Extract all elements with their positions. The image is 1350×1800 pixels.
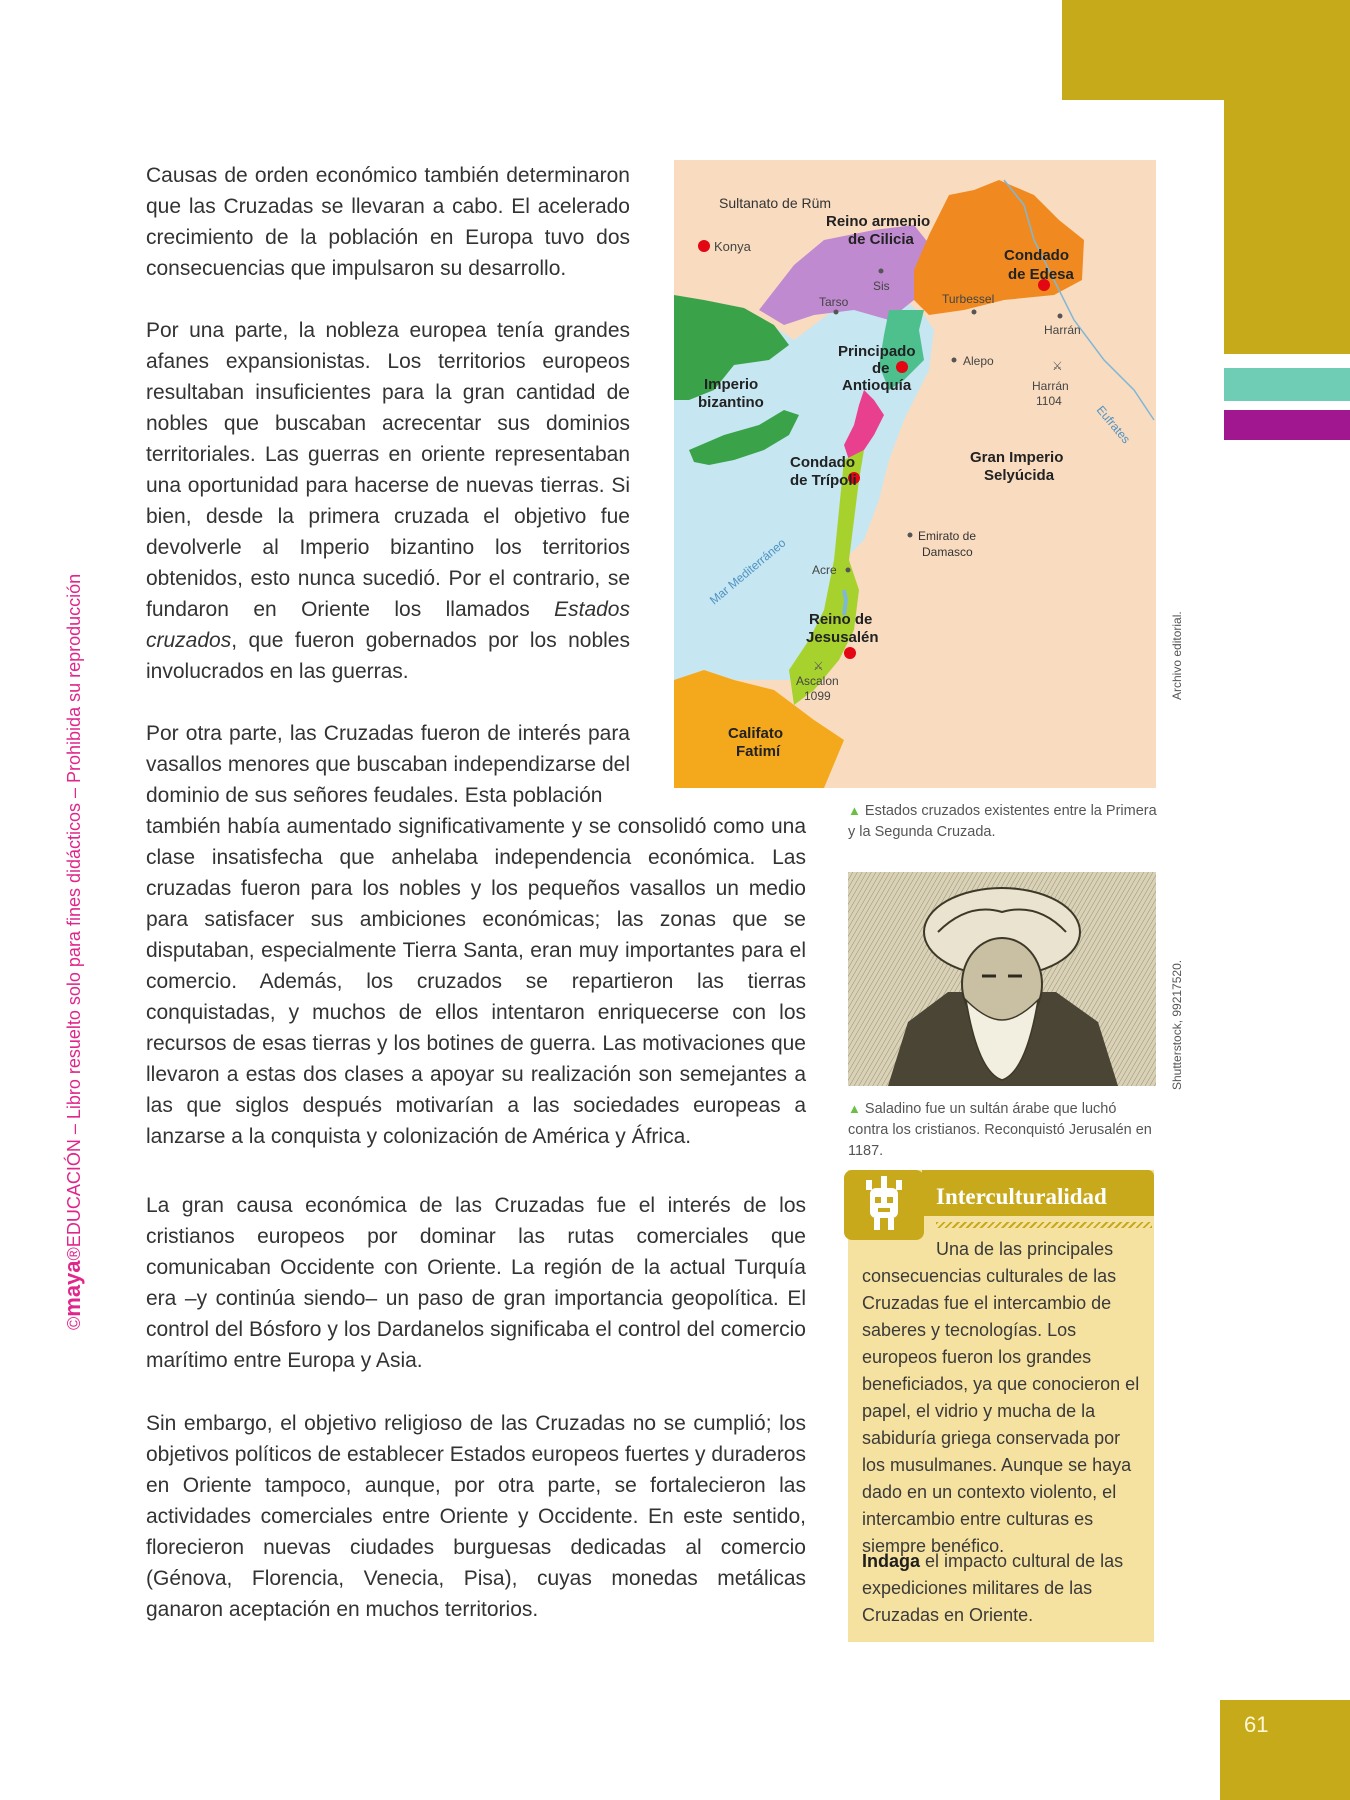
paragraph-nobility	[146, 315, 630, 687]
map-label-aleppo: Alepo	[963, 354, 994, 368]
map-caption	[848, 800, 1158, 843]
map-label-byzantine: bizantino	[698, 394, 764, 411]
map-label-rum: Sultanato de Rüm	[719, 195, 832, 211]
caption-triangle-icon: ▲	[848, 1101, 861, 1116]
photo-credit: Shutterstock, 99217520.	[1170, 959, 1184, 1090]
city-konya-marker	[698, 240, 710, 252]
map-label-jerusalem: Jesusalén	[806, 629, 879, 646]
paragraph-trade-routes: La gran causa económica de las Cruzadas fue el interés de los cristianos europeos por dominar las rutas comerciales que comunicaban Occidente con Oriente. La región de la actual Turquía era –y continúa siendo– un paso de gran importancia geopolítica. El control del Bósforo y los Dardanelos significaba el control del comercio marítimo entre Europa y Asia.	[146, 1194, 806, 1372]
copyright-text: EDUCACIÓN – Libro resuelto solo para fines didácticos – Prohibida su reproducción	[64, 573, 84, 1248]
map-label-turbessel: Turbessel	[942, 292, 995, 306]
map-label-byzantine: Imperio	[704, 376, 759, 393]
title-underline-hatch	[936, 1222, 1152, 1228]
map-label-fatimid: Fatimí	[736, 743, 781, 760]
city-tarso-dot	[834, 310, 839, 315]
map-credit: Archivo editorial.	[1170, 611, 1184, 700]
decorative-side-band	[1224, 0, 1350, 354]
map-label-edessa: de Edesa	[1008, 266, 1074, 283]
map-label-tarso: Tarso	[819, 295, 849, 309]
map-label-damascus: Damasco	[922, 545, 973, 559]
decorative-teal-strip	[1224, 368, 1350, 401]
map-label-harran-battle: Harrán	[1032, 379, 1069, 393]
paragraph-text: , que fueron gobernados por los nobles involucrados en las guerras.	[146, 629, 630, 683]
city-jerusalem-marker	[844, 647, 856, 659]
map-label-harran: Harrán	[1044, 323, 1081, 337]
crusader-states-map	[674, 160, 1156, 788]
interculturality-task	[862, 1548, 1148, 1629]
box-text-intro: Una de las principales	[936, 1239, 1114, 1259]
map-label-fatimid: Califato	[728, 725, 784, 742]
registered-mark: ®	[64, 1247, 84, 1261]
map-label-tripoli: de Trípoli	[790, 472, 857, 489]
task-keyword: Indaga	[862, 1551, 921, 1571]
paragraph-outcomes: Sin embargo, el objetivo religioso de las Cruzadas no se cumplió; los objetivos políticos de establecer Estados europeos fuertes y duraderos en Oriente tampoco, aunque, por otra parte, se fortalecieron las actividades comerciales entre Oriente y Occidente. En este sentido, florecieron nuevas ciudades burguesas dedicadas al comercio (Génova, Florencia, Venecia, Pisa), cuyas monedas metálicas ganaron aceptación en muchos territorios.	[146, 1412, 806, 1621]
map-label-damascus: Emirato de	[918, 529, 977, 543]
city-harran-dot	[1058, 314, 1063, 319]
map-label-tripoli: Condado	[790, 454, 855, 471]
battle-harran-icon: ⚔	[1052, 359, 1063, 373]
paragraph-text: Por una parte, la nobleza europea tenía grandes afanes expansionistas. Los territorios europeos resultaban insuficientes para la gran cantidad de nobles que buscaban acrecentar sus dominios territoriales. Las guerras en oriente representaban una oportunidad para hacerse de nuevas tierras. Si bien, desde la primera cruzada el objetivo fue devolverle al Imperio bizantino los territorios obtenidos, esto nunca sucedió. Por el contrario, se fundaron en Oriente los llamados	[146, 319, 630, 621]
map-label-harran-battle: 1104	[1036, 394, 1062, 408]
italic-term: Estados cruzados	[146, 598, 630, 652]
interculturality-text	[862, 1236, 1148, 1560]
map-label-konya: Konya	[714, 239, 751, 254]
map-label-sis: Sis	[873, 279, 890, 293]
box-text-body: consecuencias culturales de las Cruzadas fue el intercambio de saberes y tecnologías. Los europeos fueron los grandes beneficiados, ya que conocieron el papel, el vidrio y mucha de la sabiduría griega conservada por los musulmanes. Aunque se haya dado en un contexto violento, el intercambio entre culturas es siempre benéfico.	[862, 1266, 1140, 1556]
copyright-symbol: ©	[64, 1316, 84, 1330]
interculturality-title: Interculturalidad	[936, 1184, 1107, 1209]
map-label-seljuk: Selyúcida	[984, 467, 1055, 484]
page-number-tab	[1220, 1700, 1350, 1800]
city-aleppo-dot	[952, 358, 957, 363]
page-number: 61	[1244, 1712, 1269, 1737]
caption-triangle-icon: ▲	[848, 803, 861, 818]
paragraph-text: Por otra parte, las Cruzadas fueron de interés para vasallos menores que buscaban independizarse del dominio de sus señores feudales. Esta población	[146, 722, 630, 807]
decorative-magenta-strip	[1224, 410, 1350, 440]
map-label-antioch: Antioquía	[842, 377, 912, 394]
portrait-caption	[848, 1098, 1160, 1162]
map-label-jerusalem: Reino de	[809, 611, 873, 628]
map-label-armenia: Reino armenio	[826, 213, 931, 230]
copyright-notice	[60, 574, 86, 1330]
map-label-sea: Mar Mediterráneo	[706, 535, 789, 608]
saladin-portrait-image	[848, 872, 1156, 1086]
map-label-seljuk: Gran Imperio	[970, 449, 1064, 466]
map-caption-text: Estados cruzados existentes entre la Primera y la Segunda Cruzada.	[848, 803, 1157, 840]
mask-icon	[844, 1170, 924, 1240]
task-text: el impacto cultural de las expediciones militares de las Cruzadas en Oriente.	[862, 1551, 1124, 1625]
paragraph-economic-causes: Causas de orden económico también determinaron que las Cruzadas se llevaran a cabo. El acelerado crecimiento de la población en Europa tuvo dos consecuencias que impulsaron su desarrollo.	[146, 164, 630, 280]
city-antioch-marker	[896, 361, 908, 373]
map-label-ascalon: Ascalon	[796, 674, 839, 688]
portrait-caption-text: Saladino fue un sultán árabe que luchó contra los cristianos. Reconquistó Jerusalén en 1187.	[848, 1101, 1152, 1159]
map-label-acre: Acre	[812, 563, 837, 577]
city-acre-dot	[846, 568, 851, 573]
brand-name: maya	[60, 1260, 85, 1317]
city-sis-dot	[879, 269, 884, 274]
interculturality-icon-badge	[844, 1170, 924, 1240]
map-label-antioch: de	[872, 360, 890, 377]
map-label-armenia: de Cilicia	[848, 231, 914, 248]
map-label-antioch: Principado	[838, 343, 916, 360]
city-turbessel-dot	[972, 310, 977, 315]
city-damascus-dot	[908, 533, 913, 538]
paragraph-text: también había aumentado significativamente y se consolidó como una clase insatisfecha que anhelaba independencia económica. Las cruzadas fueron para los nobles y los pequeños vasallos un medio para satisfacer sus ambiciones económicas; las zonas que se disputaban, especialmente Tierra Santa, eran muy importantes para el comercio. Además, los cruzados se repartieron las tierras conquistadas, y muchos de ellos intentaron enriquecerse con los recursos de esas tierras y los botines de guerra. Las motivaciones que llevaron a estas dos clases a apoyar su realización son semejantes a las que siglos después motivarían a las sociedades europeas a lanzarse a la conquista y colonización de América y África.	[146, 815, 806, 1148]
map-label-euphrates: Eufrates	[1093, 402, 1134, 447]
map-label-ascalon: 1099	[804, 689, 831, 703]
map-label-edessa: Condado	[1004, 247, 1069, 264]
battle-ascalon-icon: ⚔	[813, 659, 824, 673]
